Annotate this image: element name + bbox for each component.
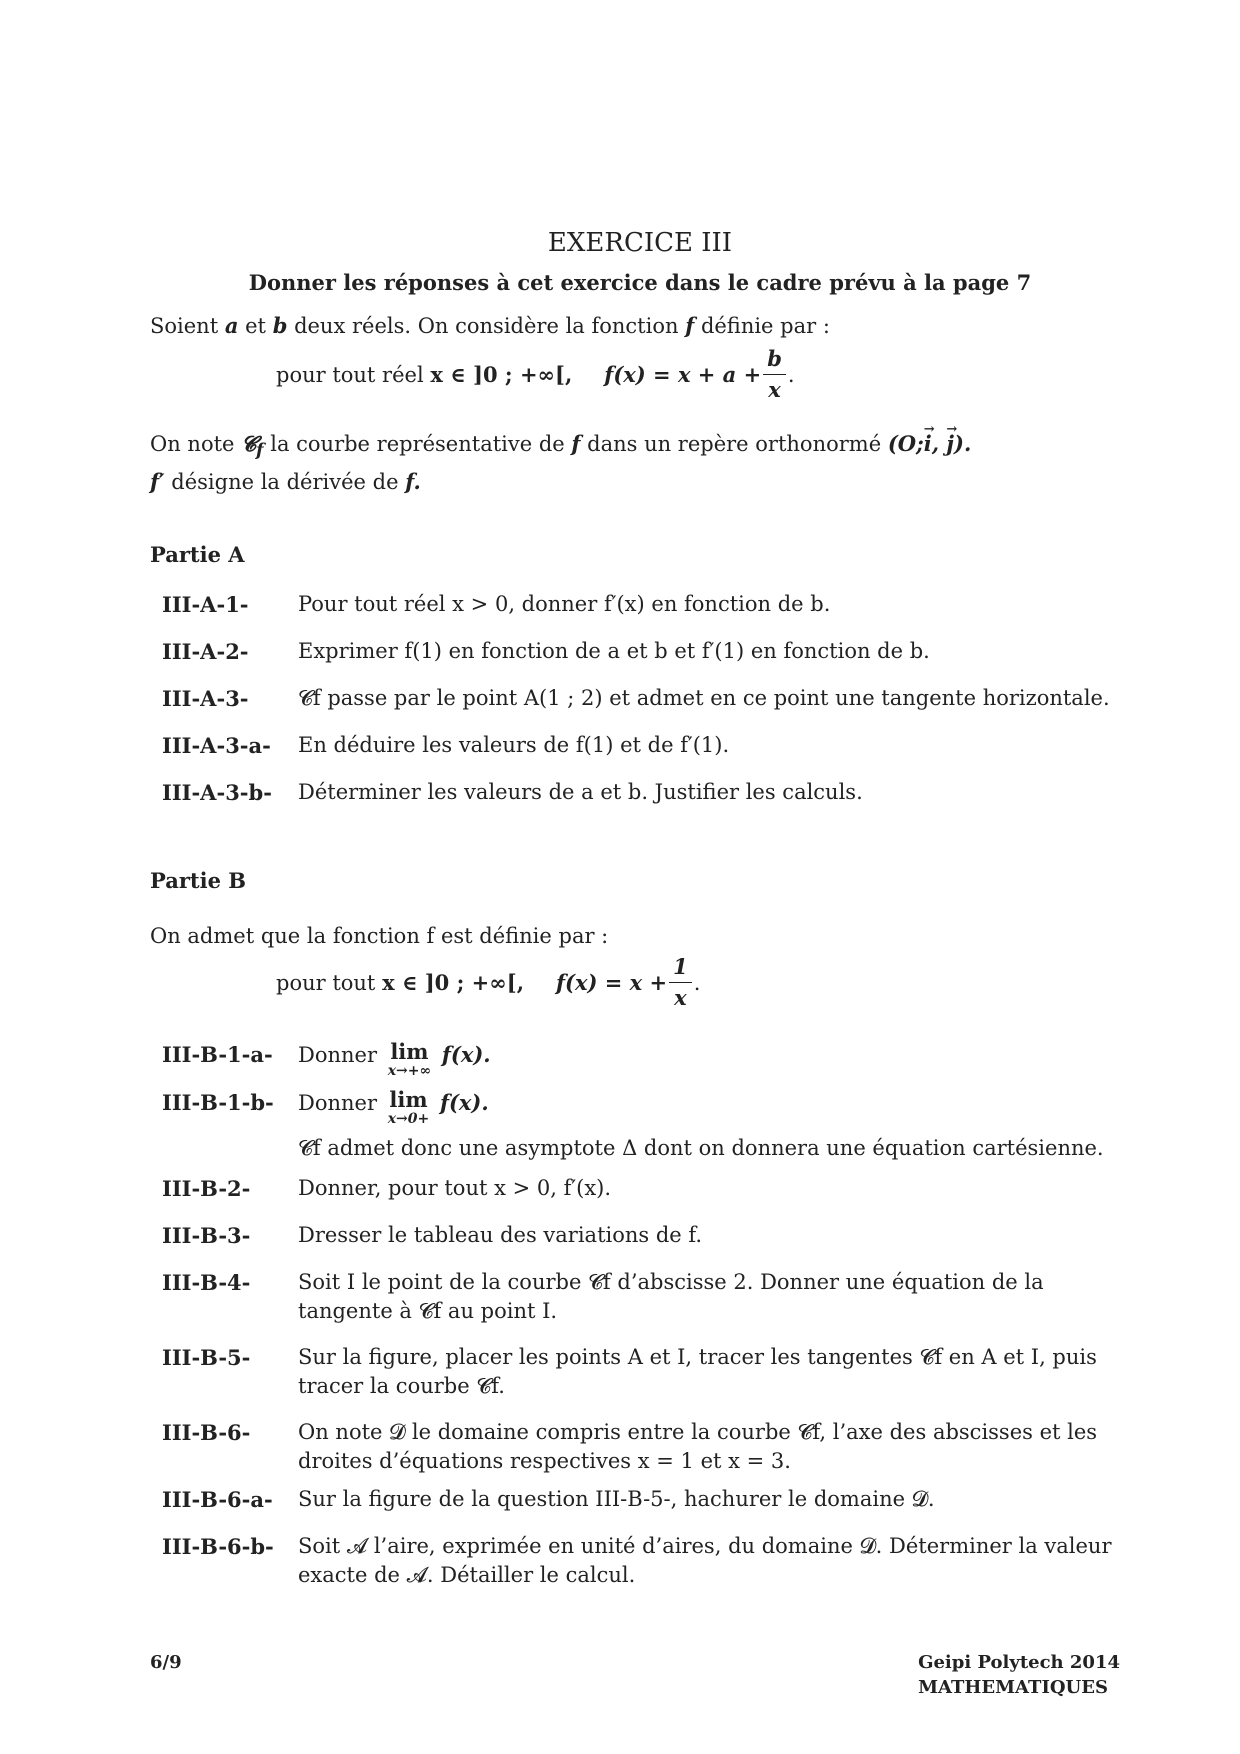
question-text: [298, 1088, 1122, 1126]
math-expression: f(x) = x +: [556, 970, 668, 995]
question-a-3-b: [162, 778, 1122, 807]
question-text: Soit I le point de la courbe 𝓒f d’abscisse 2. Donner une équation de la tangente à 𝓒f au point I.: [298, 1270, 1044, 1323]
text: dans un repère orthonormé: [587, 432, 882, 456]
question-text: Exprimer f(1) en fonction de a et b et f′(1) en fonction de b.: [298, 639, 930, 663]
math-var: f′: [150, 469, 165, 494]
question-text: Donner, pour tout x > 0, f′(x).: [298, 1176, 612, 1200]
exercise-title: EXERCICE III: [547, 228, 733, 258]
limit-subscript: x→+∞: [387, 1063, 432, 1079]
vector-i: → i: [924, 430, 932, 458]
repere: [888, 431, 971, 456]
math-var: f.: [405, 469, 421, 494]
text: Donner: [298, 1043, 377, 1067]
text: pour tout réel: [276, 362, 424, 387]
cf-symbol: [241, 431, 264, 462]
text: et: [245, 314, 266, 338]
question-b-4: [162, 1268, 1122, 1326]
text: lim: [389, 1087, 428, 1112]
limit-subscript: x→0+: [387, 1111, 430, 1127]
limit-operator: [388, 1040, 431, 1078]
question-b-6: [162, 1418, 1122, 1476]
math-domain: x ∈ ]0 ; +∞[,: [430, 362, 573, 387]
definition-formula-a: [276, 346, 795, 403]
question-b-1-b-extra: [162, 1134, 1122, 1163]
question-text: 𝓒f admet donc une asymptote Δ dont on donnera une équation cartésienne.: [298, 1136, 1104, 1160]
question-b-1-b: [162, 1088, 1122, 1126]
text: pour tout: [276, 970, 376, 995]
math-expression: f(x).: [439, 1090, 489, 1115]
math-expression: f(x) = x + a +: [604, 362, 762, 387]
question-text: En déduire les valeurs de f(1) et de f′(1).: [298, 733, 730, 757]
vector-j: → j: [946, 430, 954, 458]
part-a-heading: Partie A: [150, 542, 245, 567]
question-a-2: [162, 637, 1122, 666]
text: lim: [390, 1039, 429, 1064]
fraction-numerator: 1: [669, 954, 692, 983]
question-label: III-B-2-: [162, 1176, 251, 1201]
question-text: [298, 1040, 1122, 1078]
question-b-6-b: [162, 1532, 1122, 1590]
question-b-2: [162, 1174, 1122, 1203]
math-var: b: [272, 313, 288, 338]
question-a-1: [162, 590, 1122, 619]
question-text: Dresser le tableau des variations de f.: [298, 1223, 703, 1247]
intro-line-4: [150, 468, 1130, 496]
text: Donner: [298, 1091, 377, 1115]
page-number: 6/9: [150, 1652, 182, 1673]
question-a-3-a: [162, 731, 1122, 760]
math-var: f: [571, 431, 581, 456]
fraction-numerator: b: [763, 346, 786, 375]
question-text: Sur la figure de la question III-B-5-, hachurer le domaine 𝓓.: [298, 1487, 935, 1511]
question-text: Soit 𝓐 l’aire, exprimée en unité d’aires, du domaine 𝓓. Déterminer la valeur exacte de 𝓐. Détailler le calcul.: [298, 1534, 1112, 1587]
question-text: On note 𝓓 le domaine compris entre la courbe 𝓒f, l’axe des abscisses et les droites d’équations respectives x = 1 et x = 3.: [298, 1420, 1098, 1473]
text: On note: [150, 432, 235, 456]
question-label: III-A-2-: [162, 639, 249, 664]
math-domain: x ∈ ]0 ; +∞[,: [382, 970, 525, 995]
question-label: III-A-1-: [162, 592, 249, 617]
question-label: III-A-3-a-: [162, 733, 271, 758]
question-text: Pour tout réel x > 0, donner f′(x) en fonction de b.: [298, 592, 831, 616]
text: désigne la dérivée de: [171, 470, 399, 494]
text: ).: [954, 431, 972, 456]
definition-formula-b: [276, 954, 700, 1011]
question-label: III-B-4-: [162, 1270, 251, 1295]
text: deux réels. On considère la fonction: [294, 314, 679, 338]
text: ,: [931, 431, 940, 456]
question-b-1-a: [162, 1040, 1122, 1078]
question-b-5: [162, 1343, 1122, 1401]
text: .: [787, 362, 795, 387]
math-var: a: [224, 313, 239, 338]
intro-line-1: [150, 312, 1130, 340]
question-text: Déterminer les valeurs de a et b. Justifier les calculs.: [298, 780, 863, 804]
fraction: [763, 346, 786, 403]
footer-subject: MATHEMATIQUES: [918, 1677, 1108, 1698]
text: la courbe représentative de: [270, 432, 565, 456]
text: .: [693, 970, 701, 995]
footer-right: [918, 1652, 1120, 1698]
intro-line-3: [150, 430, 1130, 465]
fraction-denominator: x: [768, 377, 781, 402]
math-expression: f(x).: [441, 1042, 491, 1067]
question-b-3: [162, 1221, 1122, 1250]
question-label: III-B-5-: [162, 1345, 251, 1370]
question-label: III-B-6-: [162, 1420, 251, 1445]
text: f: [256, 441, 264, 462]
question-b-6-a: [162, 1485, 1122, 1514]
text: définie par :: [700, 314, 830, 338]
question-label: III-B-1-b-: [162, 1090, 274, 1115]
math-var: f: [685, 313, 695, 338]
fraction-denominator: x: [674, 985, 687, 1010]
question-label: III-B-6-a-: [162, 1487, 273, 1512]
limit-operator: [388, 1088, 430, 1126]
question-label: III-B-6-b-: [162, 1534, 274, 1559]
question-a-3: [162, 684, 1122, 713]
text: 𝓒: [241, 431, 257, 456]
part-b-intro: On admet que la fonction f est définie par :: [150, 924, 609, 948]
question-label: III-A-3-b-: [162, 780, 272, 805]
question-label: III-B-1-a-: [162, 1042, 273, 1067]
text: (O;: [887, 431, 924, 456]
footer-institution: Geipi Polytech 2014: [918, 1652, 1120, 1673]
question-text: 𝓒f passe par le point A(1 ; 2) et admet en ce point une tangente horizontale.: [298, 686, 1110, 710]
text: Soient: [150, 314, 219, 338]
part-b-heading: Partie B: [150, 868, 246, 893]
page: [150, 0, 1130, 1754]
question-text: Sur la figure, placer les points A et I, tracer les tangentes 𝓒f en A et I, puis tracer la courbe 𝓒f.: [298, 1345, 1097, 1398]
exercise-subtitle: Donner les réponses à cet exercice dans le cadre prévu à la page 7: [248, 270, 1032, 295]
fraction: [669, 954, 692, 1011]
question-label: III-B-3-: [162, 1223, 251, 1248]
question-label: III-A-3-: [162, 686, 249, 711]
